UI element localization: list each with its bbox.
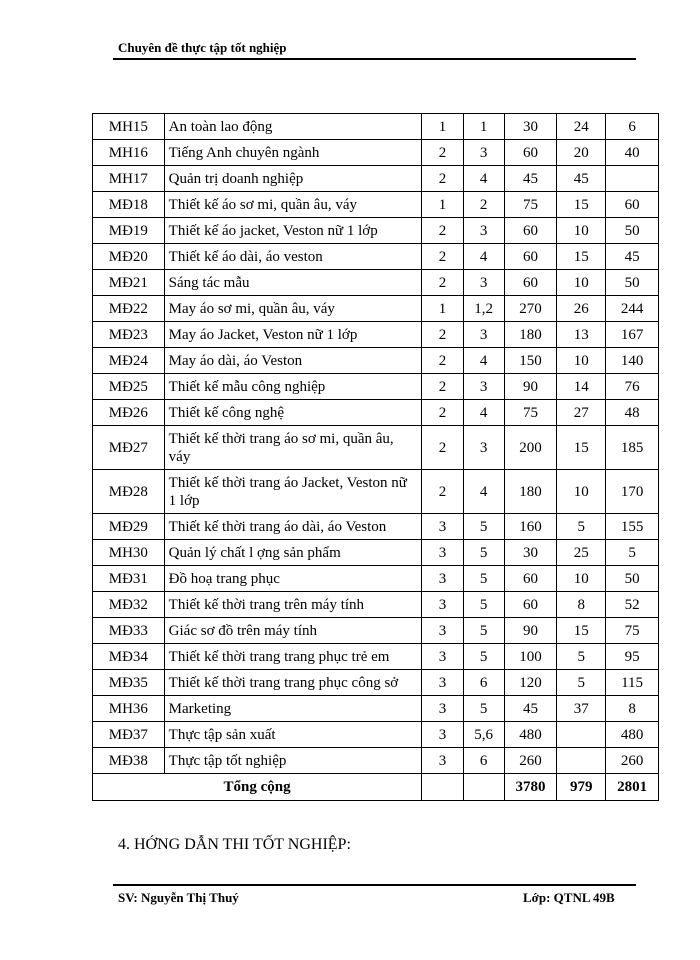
total-empty-cell (463, 774, 504, 801)
table-cell-c4 (557, 722, 606, 748)
table-cell-c3: 60 (504, 244, 557, 270)
table-cell-c2: 6 (463, 748, 504, 774)
table-cell-c2: 1 (463, 114, 504, 140)
table-cell-c2: 5 (463, 618, 504, 644)
footer-student-name: SV: Nguyễn Thị Thuý (118, 890, 239, 905)
table-cell-c2: 5 (463, 514, 504, 540)
table-cell-c3: 90 (504, 374, 557, 400)
table-cell-c5: 75 (606, 618, 659, 644)
table-cell-c4: 20 (557, 140, 606, 166)
table-cell-code: MĐ23 (93, 322, 165, 348)
table-cell-c4: 5 (557, 514, 606, 540)
table-cell-c5: 115 (606, 670, 659, 696)
table-cell-c4: 5 (557, 670, 606, 696)
table-row (93, 166, 659, 192)
table-cell-c1: 3 (422, 748, 464, 774)
table-cell-c4: 10 (557, 348, 606, 374)
table-cell-c5: 155 (606, 514, 659, 540)
table-cell-c3: 45 (504, 696, 557, 722)
table-cell-c1: 2 (422, 374, 464, 400)
table-row (93, 592, 659, 618)
table-cell-c1: 3 (422, 540, 464, 566)
table-cell-c4 (557, 748, 606, 774)
table-cell-code: MH17 (93, 166, 165, 192)
table-cell-c4: 15 (557, 426, 606, 470)
table-cell-c3: 180 (504, 470, 557, 514)
table-cell-c5: 40 (606, 140, 659, 166)
table-cell-c4: 5 (557, 644, 606, 670)
table-cell-c3: 30 (504, 114, 557, 140)
table-cell-c3: 75 (504, 400, 557, 426)
table-cell-c2: 5 (463, 592, 504, 618)
table-cell-c2: 4 (463, 400, 504, 426)
table-cell-c5: 45 (606, 244, 659, 270)
table-cell-code: MĐ38 (93, 748, 165, 774)
table-cell-c2: 1,2 (463, 296, 504, 322)
table-row (93, 566, 659, 592)
table-row (93, 374, 659, 400)
table-cell-c1: 3 (422, 670, 464, 696)
table-row (93, 514, 659, 540)
table-cell-c5 (606, 166, 659, 192)
table-cell-c2: 4 (463, 166, 504, 192)
table-row (93, 722, 659, 748)
table-cell-c4: 27 (557, 400, 606, 426)
table-cell-c1: 3 (422, 722, 464, 748)
table-cell-name: Thiết kế thời trang trang phục công sở (164, 670, 421, 696)
table-cell-c2: 3 (463, 140, 504, 166)
table-cell-c5: 140 (606, 348, 659, 374)
table-cell-c3: 180 (504, 322, 557, 348)
table-row (93, 426, 659, 470)
table-cell-c1: 2 (422, 426, 464, 470)
table-cell-name: Thiết kế thời trang áo Jacket, Veston nữ 1 lớp (164, 470, 421, 514)
table-cell-c4: 15 (557, 244, 606, 270)
table-row (93, 296, 659, 322)
table-cell-c2: 4 (463, 470, 504, 514)
table-cell-name: Quản lý chất l ợng sản phẩm (164, 540, 421, 566)
table-cell-c2: 3 (463, 322, 504, 348)
table-cell-c1: 2 (422, 244, 464, 270)
table-total-row (93, 774, 659, 801)
table-cell-c5: 60 (606, 192, 659, 218)
table-cell-c1: 2 (422, 400, 464, 426)
table-cell-c4: 10 (557, 270, 606, 296)
table-cell-c5: 6 (606, 114, 659, 140)
table-cell-c3: 260 (504, 748, 557, 774)
table-cell-c2: 6 (463, 670, 504, 696)
table-cell-c1: 3 (422, 566, 464, 592)
table-cell-name: Quản trị doanh nghiệp (164, 166, 421, 192)
table-cell-c5: 5 (606, 540, 659, 566)
table-cell-c2: 3 (463, 270, 504, 296)
table-cell-c1: 2 (422, 218, 464, 244)
table-row (93, 748, 659, 774)
table-cell-name: Thiết kế thời trang trang phục trẻ em (164, 644, 421, 670)
table-cell-c4: 15 (557, 192, 606, 218)
table-cell-c3: 60 (504, 218, 557, 244)
table-cell-c1: 3 (422, 644, 464, 670)
table-cell-c5: 48 (606, 400, 659, 426)
table-cell-c4: 15 (557, 618, 606, 644)
table-cell-c1: 2 (422, 270, 464, 296)
footer-rule (113, 884, 636, 886)
table-cell-c5: 50 (606, 218, 659, 244)
table-cell-c2: 5 (463, 540, 504, 566)
table-cell-c3: 120 (504, 670, 557, 696)
table-cell-code: MĐ25 (93, 374, 165, 400)
table-cell-name: Sáng tác mẫu (164, 270, 421, 296)
table-cell-c4: 14 (557, 374, 606, 400)
table-cell-code: MĐ22 (93, 296, 165, 322)
table-cell-code: MĐ34 (93, 644, 165, 670)
table-row (93, 114, 659, 140)
table-cell-c5: 170 (606, 470, 659, 514)
table-cell-code: MĐ21 (93, 270, 165, 296)
table-row (93, 244, 659, 270)
curriculum-table (92, 113, 659, 801)
table-cell-c1: 1 (422, 296, 464, 322)
table-cell-name: Đồ hoạ trang phục (164, 566, 421, 592)
table-row (93, 348, 659, 374)
total-label: Tổng cộng (93, 774, 422, 801)
table-cell-name: Thiết kế thời trang áo sơ mi, quần âu, váy (164, 426, 421, 470)
header-rule (113, 58, 636, 60)
table-cell-c1: 2 (422, 140, 464, 166)
table-cell-name: Thiết kế áo sơ mi, quần âu, váy (164, 192, 421, 218)
table-cell-c1: 1 (422, 192, 464, 218)
table-cell-c3: 480 (504, 722, 557, 748)
table-cell-c5: 260 (606, 748, 659, 774)
table-cell-code: MH15 (93, 114, 165, 140)
table-cell-code: MĐ18 (93, 192, 165, 218)
table-cell-c3: 60 (504, 140, 557, 166)
table-row (93, 644, 659, 670)
table-cell-c5: 244 (606, 296, 659, 322)
table-cell-c2: 4 (463, 348, 504, 374)
table-cell-c3: 150 (504, 348, 557, 374)
table-cell-c2: 5 (463, 644, 504, 670)
table-cell-c3: 45 (504, 166, 557, 192)
table-cell-c5: 167 (606, 322, 659, 348)
table-cell-c4: 10 (557, 470, 606, 514)
table-cell-code: MĐ24 (93, 348, 165, 374)
table-cell-c4: 13 (557, 322, 606, 348)
table-cell-c2: 5 (463, 696, 504, 722)
table-row (93, 696, 659, 722)
table-cell-c5: 480 (606, 722, 659, 748)
table-row (93, 540, 659, 566)
table-cell-c3: 75 (504, 192, 557, 218)
table-cell-code: MĐ19 (93, 218, 165, 244)
total-cell-c3: 3780 (504, 774, 557, 801)
table-cell-c3: 100 (504, 644, 557, 670)
table-row (93, 618, 659, 644)
total-cell-c5: 2801 (606, 774, 659, 801)
table-cell-code: MĐ26 (93, 400, 165, 426)
table-cell-c1: 2 (422, 322, 464, 348)
table-cell-c3: 60 (504, 270, 557, 296)
table-cell-name: May áo sơ mi, quần âu, váy (164, 296, 421, 322)
section-heading: 4. HỚNG DẪN THI TỐT NGHIỆP: (118, 836, 351, 853)
table-cell-c1: 3 (422, 696, 464, 722)
table-cell-c3: 200 (504, 426, 557, 470)
table-cell-c2: 4 (463, 244, 504, 270)
table-cell-code: MĐ31 (93, 566, 165, 592)
table-row (93, 400, 659, 426)
footer-class-name: Lớp: QTNL 49B (523, 890, 615, 905)
table-cell-c1: 2 (422, 166, 464, 192)
table-cell-name: May áo Jacket, Veston nữ 1 lớp (164, 322, 421, 348)
table-cell-code: MĐ27 (93, 426, 165, 470)
table-row (93, 218, 659, 244)
table-row (93, 192, 659, 218)
table-cell-c5: 185 (606, 426, 659, 470)
table-cell-c5: 95 (606, 644, 659, 670)
table-cell-c5: 52 (606, 592, 659, 618)
table-cell-c3: 90 (504, 618, 557, 644)
total-cell-c4: 979 (557, 774, 606, 801)
table-cell-c4: 10 (557, 566, 606, 592)
table-cell-name: Thiết kế thời trang áo dài, áo Veston (164, 514, 421, 540)
table-row (93, 470, 659, 514)
table-cell-c4: 37 (557, 696, 606, 722)
page-header-title: Chuyên đề thực tập tốt nghiệp (118, 40, 287, 55)
table-cell-c5: 8 (606, 696, 659, 722)
table-cell-c1: 3 (422, 618, 464, 644)
table-cell-c2: 2 (463, 192, 504, 218)
table-cell-name: Thực tập sản xuất (164, 722, 421, 748)
table-cell-c4: 24 (557, 114, 606, 140)
table-cell-code: MH30 (93, 540, 165, 566)
table-cell-code: MĐ33 (93, 618, 165, 644)
table-cell-code: MĐ32 (93, 592, 165, 618)
table-cell-c2: 3 (463, 426, 504, 470)
table-cell-c1: 3 (422, 514, 464, 540)
curriculum-table-body (93, 114, 659, 801)
table-cell-name: May áo dài, áo Veston (164, 348, 421, 374)
table-cell-code: MĐ28 (93, 470, 165, 514)
table-cell-name: Marketing (164, 696, 421, 722)
table-cell-c3: 270 (504, 296, 557, 322)
table-row (93, 140, 659, 166)
table-cell-name: Tiếng Anh chuyên ngành (164, 140, 421, 166)
table-cell-name: An toàn lao động (164, 114, 421, 140)
table-cell-c4: 26 (557, 296, 606, 322)
table-cell-code: MĐ35 (93, 670, 165, 696)
table-cell-c5: 76 (606, 374, 659, 400)
table-cell-c3: 60 (504, 592, 557, 618)
table-cell-c4: 10 (557, 218, 606, 244)
table-cell-c3: 30 (504, 540, 557, 566)
table-cell-c4: 45 (557, 166, 606, 192)
table-cell-c1: 2 (422, 470, 464, 514)
table-cell-name: Thiết kế công nghệ (164, 400, 421, 426)
table-cell-name: Thiết kế áo jacket, Veston nữ 1 lớp (164, 218, 421, 244)
table-cell-name: Thiết kế áo dài, áo veston (164, 244, 421, 270)
table-cell-c1: 2 (422, 348, 464, 374)
table-cell-c2: 5,6 (463, 722, 504, 748)
table-cell-code: MĐ37 (93, 722, 165, 748)
table-cell-code: MH36 (93, 696, 165, 722)
total-empty-cell (422, 774, 464, 801)
table-cell-c2: 5 (463, 566, 504, 592)
table-cell-c1: 1 (422, 114, 464, 140)
table-cell-c1: 3 (422, 592, 464, 618)
table-cell-c3: 160 (504, 514, 557, 540)
table-row (93, 270, 659, 296)
table-cell-c3: 60 (504, 566, 557, 592)
table-cell-name: Thiết kế mẫu công nghiệp (164, 374, 421, 400)
table-cell-name: Thiết kế thời trang trên máy tính (164, 592, 421, 618)
table-cell-name: Thực tập tốt nghiệp (164, 748, 421, 774)
table-cell-code: MĐ20 (93, 244, 165, 270)
table-cell-code: MH16 (93, 140, 165, 166)
table-cell-c5: 50 (606, 566, 659, 592)
table-cell-name: Giác sơ đồ trên máy tính (164, 618, 421, 644)
table-cell-c2: 3 (463, 218, 504, 244)
table-cell-c4: 8 (557, 592, 606, 618)
table-cell-c2: 3 (463, 374, 504, 400)
table-row (93, 670, 659, 696)
table-cell-c4: 25 (557, 540, 606, 566)
table-row (93, 322, 659, 348)
table-cell-code: MĐ29 (93, 514, 165, 540)
table-cell-c5: 50 (606, 270, 659, 296)
